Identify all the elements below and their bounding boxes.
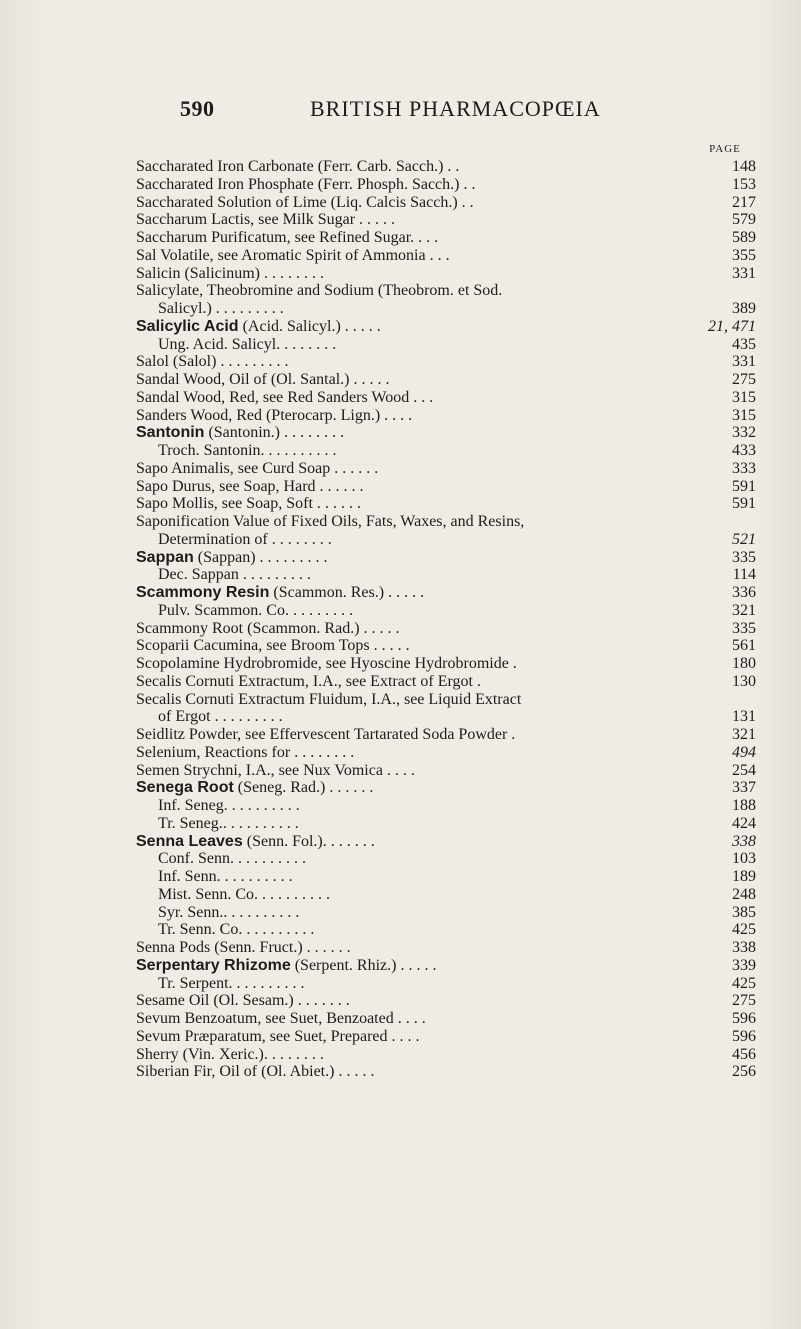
entry-text: Saccharum Purificatum, see Refined Sugar. . . . xyxy=(136,229,439,246)
entry-page-number: 321 xyxy=(732,726,756,743)
index-entry xyxy=(136,300,756,318)
entry-page-number: 275 xyxy=(732,371,756,388)
entry-page-number: 589 xyxy=(732,229,756,246)
entry-text: Saponification Value of Fixed Oils, Fats, Waxes, and Resins, xyxy=(136,513,525,530)
index-entry xyxy=(136,584,756,602)
entry-page-number: 424 xyxy=(732,814,756,832)
entry-text: Troch. Santonin. . . . . . . . . . xyxy=(158,442,337,459)
entry-page-number: 189 xyxy=(732,868,756,885)
entry-text: Scammony Resin (Scammon. Res.) . . . . . xyxy=(136,584,425,601)
entry-text: of Ergot . . . . . . . . . xyxy=(158,708,283,726)
index-entry xyxy=(136,211,756,229)
entry-page-number: 331 xyxy=(732,353,756,371)
entry-text: Salicin (Salicinum) . . . . . . . . xyxy=(136,264,324,282)
index-entry xyxy=(136,655,756,673)
index-entry xyxy=(136,1010,756,1028)
entry-page-number: 385 xyxy=(732,903,756,921)
entry-text: Secalis Cornuti Extractum Fluidum, I.A., see Liquid Extract xyxy=(136,690,522,708)
entry-page-number: 321 xyxy=(732,601,756,619)
entry-page-number: 331 xyxy=(732,264,756,282)
entry-text: Saccharated Solution of Lime (Liq. Calcis Sacch.) . . xyxy=(136,193,474,211)
page-header xyxy=(0,96,801,126)
index-entry xyxy=(136,850,756,868)
entry-text: Sesame Oil (Ol. Sesam.) . . . . . . . xyxy=(136,992,350,1010)
entry-page-number: 21, 471 xyxy=(708,317,756,335)
index-entry xyxy=(136,176,756,194)
entry-text: Salol (Salol) . . . . . . . . . xyxy=(136,353,289,371)
entry-page-number: 596 xyxy=(732,1010,756,1027)
index-entry xyxy=(136,744,756,762)
index-entry xyxy=(136,353,756,371)
entry-page-number: 337 xyxy=(732,779,756,797)
entry-text: Selenium, Reactions for . . . . . . . . xyxy=(136,743,355,761)
entry-page-number: 561 xyxy=(732,637,756,655)
entry-page-number: 333 xyxy=(732,459,756,477)
index-entry xyxy=(136,992,756,1010)
index-list xyxy=(136,158,756,1081)
entry-page-number: 435 xyxy=(732,335,756,353)
entry-text: Ung. Acid. Salicyl. . . . . . . . xyxy=(158,335,337,353)
entry-text: Siberian Fir, Oil of (Ol. Abiet.) . . . . . xyxy=(136,1063,375,1081)
index-entry xyxy=(136,673,756,691)
entry-text: Sapo Durus, see Soap, Hard . . . . . . xyxy=(136,477,364,495)
entry-text: Senna Leaves (Senn. Fol.). . . . . . . xyxy=(136,832,375,850)
index-entry xyxy=(136,939,756,957)
entry-page-number: 579 xyxy=(732,211,756,229)
entry-text: Serpentary Rhizome (Serpent. Rhiz.) . . . . . xyxy=(136,956,437,974)
entry-text: Sapo Mollis, see Soap, Soft . . . . . . xyxy=(136,495,361,513)
entry-page-number: 591 xyxy=(732,477,756,495)
index-entry xyxy=(136,620,756,638)
entry-text: Secalis Cornuti Extractum, I.A., see Extract of Ergot . xyxy=(136,672,481,690)
entry-page-number: 254 xyxy=(732,761,756,779)
entry-page-number: 456 xyxy=(732,1045,756,1063)
entry-page-number: 114 xyxy=(732,566,756,584)
index-entry xyxy=(136,513,756,531)
entry-text: Scammony Root (Scammon. Rad.) . . . . . xyxy=(136,619,400,637)
entry-text: Senega Root (Seneg. Rad.) . . . . . . xyxy=(136,779,374,797)
index-entry xyxy=(136,282,756,300)
index-entry xyxy=(136,975,756,993)
index-entry xyxy=(136,602,756,620)
page-column-heading: PAGE xyxy=(709,143,741,155)
entry-page-number: 188 xyxy=(732,797,756,814)
index-entry xyxy=(136,1063,756,1081)
index-entry xyxy=(136,637,756,655)
entry-page-number: 433 xyxy=(732,442,756,459)
entry-page-number: 131 xyxy=(732,708,756,726)
entry-page-number: 336 xyxy=(732,584,756,601)
index-entry xyxy=(136,868,756,886)
entry-page-number: 275 xyxy=(732,992,756,1010)
entry-text: Seidlitz Powder, see Effervescent Tartarated Soda Powder . xyxy=(136,726,516,743)
index-entry xyxy=(136,815,756,833)
index-entry xyxy=(136,318,756,336)
index-entry xyxy=(136,566,756,584)
entry-text: Saccharated Iron Carbonate (Ferr. Carb. Sacch.) . . xyxy=(136,158,460,175)
entry-text: Scoparii Cacumina, see Broom Tops . . . . . xyxy=(136,637,410,655)
entry-page-number: 248 xyxy=(732,885,756,903)
entry-text: Sevum Præparatum, see Suet, Prepared . . . . xyxy=(136,1027,420,1045)
index-entry xyxy=(136,478,756,496)
index-entry xyxy=(136,442,756,460)
entry-page-number: 148 xyxy=(732,158,756,175)
entry-text: Scopolamine Hydrobromide, see Hyoscine Hydrobromide . xyxy=(136,655,517,672)
index-entry xyxy=(136,904,756,922)
index-entry xyxy=(136,265,756,283)
index-entry xyxy=(136,460,756,478)
entry-page-number: 130 xyxy=(732,672,756,690)
entry-text: Semen Strychni, I.A., see Nux Vomica . . . . xyxy=(136,761,415,779)
page-number: 590 xyxy=(180,96,215,121)
entry-text: Santonin (Santonin.) . . . . . . . . xyxy=(136,424,344,442)
entry-text: Sherry (Vin. Xeric.). . . . . . . . xyxy=(136,1045,324,1063)
entry-page-number: 389 xyxy=(732,300,756,317)
index-entry xyxy=(136,833,756,851)
index-entry xyxy=(136,371,756,389)
index-entry xyxy=(136,424,756,442)
entry-page-number: 339 xyxy=(732,956,756,974)
entry-text: Saccharated Iron Phosphate (Ferr. Phosph. Sacch.) . . xyxy=(136,175,476,193)
entry-page-number: 425 xyxy=(732,974,756,992)
entry-text: Tr. Serpent. . . . . . . . . . xyxy=(158,974,305,992)
entry-text: Tr. Senn. Co. . . . . . . . . . xyxy=(158,921,315,939)
index-entry xyxy=(136,708,756,726)
index-entry xyxy=(136,779,756,797)
entry-page-number: 335 xyxy=(732,548,756,566)
running-title: BRITISH PHARMACOPŒIA xyxy=(310,96,601,121)
index-entry xyxy=(136,549,756,567)
index-entry xyxy=(136,1046,756,1064)
index-entry xyxy=(136,726,756,744)
entry-page-number: 521 xyxy=(732,530,756,548)
entry-text: Conf. Senn. . . . . . . . . . xyxy=(158,850,306,868)
index-entry xyxy=(136,531,756,549)
entry-page-number: 153 xyxy=(732,175,756,193)
entry-page-number: 256 xyxy=(732,1063,756,1081)
index-entry xyxy=(136,921,756,939)
index-entry xyxy=(136,247,756,265)
index-entry xyxy=(136,762,756,780)
index-entry xyxy=(136,797,756,815)
entry-page-number: 315 xyxy=(732,406,756,424)
entry-text: Sapo Animalis, see Curd Soap . . . . . . xyxy=(136,459,379,477)
entry-text: Sandal Wood, Oil of (Ol. Santal.) . . . . . xyxy=(136,371,390,388)
entry-text: Syr. Senn.. . . . . . . . . . xyxy=(158,903,300,921)
entry-text: Salicyl.) . . . . . . . . . xyxy=(158,300,284,317)
entry-text: Senna Pods (Senn. Fruct.) . . . . . . xyxy=(136,939,351,956)
index-entry xyxy=(136,158,756,176)
entry-page-number: 180 xyxy=(732,655,756,672)
entry-text: Inf. Senn. . . . . . . . . . xyxy=(158,868,293,885)
entry-text: Salicylic Acid (Acid. Salicyl.) . . . . . xyxy=(136,317,381,335)
entry-page-number: 596 xyxy=(732,1027,756,1045)
entry-page-number: 494 xyxy=(732,743,756,761)
entry-text: Sevum Benzoatum, see Suet, Benzoated . . . . xyxy=(136,1010,426,1027)
entry-text: Pulv. Scammon. Co. . . . . . . . . xyxy=(158,601,353,619)
entry-text: Tr. Seneg.. . . . . . . . . . xyxy=(158,814,299,832)
entry-page-number: 355 xyxy=(732,246,756,264)
entry-page-number: 103 xyxy=(732,850,756,868)
entry-text: Inf. Seneg. . . . . . . . . . xyxy=(158,797,300,814)
entry-text: Sal Volatile, see Aromatic Spirit of Ammonia . . . xyxy=(136,246,450,264)
entry-page-number: 591 xyxy=(732,495,756,513)
entry-text: Dec. Sappan . . . . . . . . . xyxy=(158,566,311,584)
index-entry xyxy=(136,957,756,975)
entry-page-number: 315 xyxy=(732,388,756,406)
entry-text: Sandal Wood, Red, see Red Sanders Wood . . . xyxy=(136,388,434,406)
index-entry xyxy=(136,407,756,425)
index-entry xyxy=(136,886,756,904)
entry-page-number: 335 xyxy=(732,619,756,637)
index-entry xyxy=(136,495,756,513)
entry-page-number: 217 xyxy=(732,193,756,211)
entry-text: Sanders Wood, Red (Pterocarp. Lign.) . . . . xyxy=(136,406,413,424)
index-entry xyxy=(136,1028,756,1046)
entry-text: Sappan (Sappan) . . . . . . . . . xyxy=(136,548,328,566)
entry-text: Determination of . . . . . . . . xyxy=(158,530,332,548)
entry-page-number: 338 xyxy=(732,832,756,850)
index-entry xyxy=(136,389,756,407)
entry-page-number: 338 xyxy=(732,939,756,956)
entry-text: Mist. Senn. Co. . . . . . . . . . xyxy=(158,885,331,903)
entry-text: Salicylate, Theobromine and Sodium (Theobrom. et Sod. xyxy=(136,282,503,300)
entry-page-number: 425 xyxy=(732,921,756,939)
index-entry xyxy=(136,336,756,354)
entry-text: Saccharum Lactis, see Milk Sugar . . . . . xyxy=(136,211,396,229)
index-entry xyxy=(136,194,756,212)
index-entry xyxy=(136,229,756,247)
entry-page-number: 332 xyxy=(732,424,756,442)
index-entry xyxy=(136,691,756,709)
